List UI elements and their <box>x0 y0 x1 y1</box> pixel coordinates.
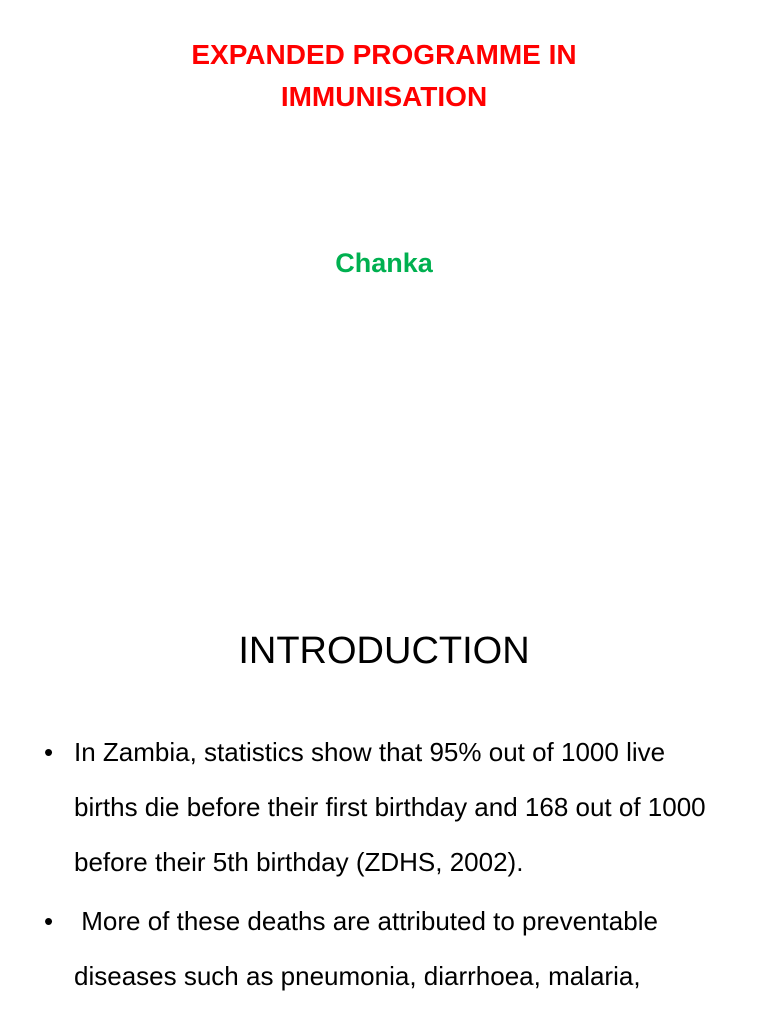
bullet-item-2 <box>0 894 768 1004</box>
bullet-dot-icon: • <box>44 737 54 767</box>
bullet-list <box>0 725 768 1008</box>
title-line-1: EXPANDED PROGRAMME IN <box>191 39 577 70</box>
bullet-text-2: More of these deaths are attributed to preventable diseases such as pneumonia, diarrhoea, malaria, <box>74 906 666 991</box>
author-subtitle: Chanka <box>335 248 433 278</box>
introduction-slide <box>0 560 768 1024</box>
bullet-item-1 <box>0 725 768 890</box>
bullet-text-1: In Zambia, statistics show that 95% out of 1000 live births die before their first birthday and 168 out of 1000 before their 5th birthday (ZDHS, 2002). <box>74 737 706 877</box>
section-heading: INTRODUCTION <box>238 630 530 672</box>
presentation-title <box>0 34 768 118</box>
bullet-dot-icon: • <box>44 906 54 936</box>
title-line-2: IMMUNISATION <box>280 81 488 112</box>
